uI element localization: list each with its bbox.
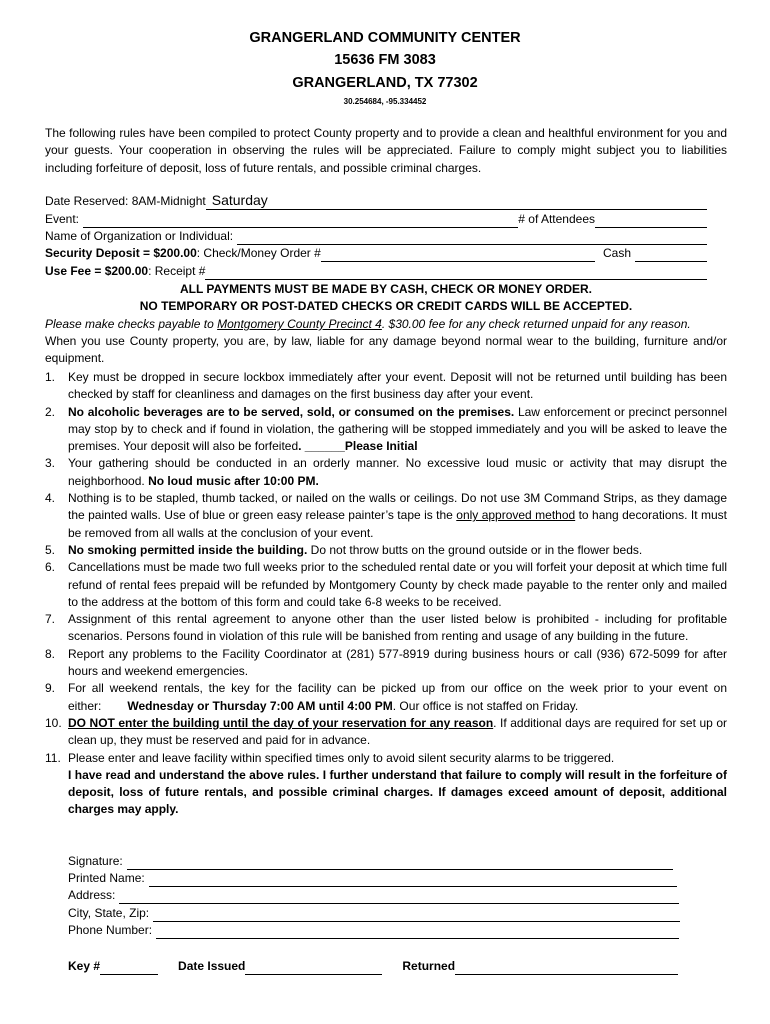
rule-9: 9. For all weekend rentals, the key for the facility can be picked up from our office on the week prior to your event on either: Wednesday or Thursday 7:00 AM until 4:00 PM. Our office is not staffed on Friday. (45, 681, 727, 713)
payments-notice-2: NO TEMPORARY OR POST-DATED CHECKS OR CREDIT CARDS WILL BE ACCEPTED. (139, 299, 633, 313)
cash-label: Cash (602, 246, 631, 260)
returned-label: Returned (402, 959, 456, 973)
event-line (45, 211, 707, 228)
organization-line (45, 228, 707, 245)
deposit-check-label: : Check/Money Order # (196, 246, 321, 260)
city-state-zip-line (68, 905, 680, 922)
liability-paragraph: When you use County property, you are, by law, liable for any damage beyond normal wear to the building, furniture and/or equipment. (45, 334, 727, 366)
date-issued-field[interactable] (245, 961, 382, 975)
intro-paragraph: The following rules have been compiled to protect County property and to provide a clean and healthful environment for you and your guests. Your cooperation in observing the rules will be appreciated. Failure to comply might subject you to liabilities including forfeiture of deposit, loss of future rentals, and possible criminal charges. (45, 126, 727, 175)
rule-7: 7. Assignment of this rental agreement to anyone other than the user listed below is prohibited - including for profitable scenarios. Persons found in violation of this rule will be banished from renting and usage of any building in the future. (45, 612, 727, 644)
key-field[interactable] (100, 961, 158, 975)
attendees-label: # of Attendees (518, 212, 595, 226)
signature-line (68, 853, 673, 870)
rule-10: 10. DO NOT enter the building until the day of your reservation for any reason. If additional days are required for set up or clean up, they must be reserved and paid for in advance. (45, 715, 727, 748)
address-label: Address: (68, 888, 116, 902)
phone-number-field[interactable] (156, 925, 679, 939)
use-fee-line (45, 263, 707, 280)
acknowledgement: I have read and understand the above rules. I further understand that failure to comply will result in the forfeiture of deposit, loss of future rentals, and possible criminal charges. If damages exceed amount of deposit, additional charges may apply. (68, 767, 727, 817)
rule-3: 3. Your gathering should be conducted in an orderly manner. No excessive loud music or activity that may disrupt the neighborhood. No loud music after 10:00 PM. (45, 456, 727, 488)
printed-name-field[interactable] (149, 873, 677, 887)
rule-11: 11. Please enter and leave facility within specified times only to avoid silent security alarms to be triggered. (45, 750, 615, 765)
city-state-zip-label: City, State, Zip: (68, 906, 150, 920)
center-city: GRANGERLAND, TX 77302 (292, 75, 478, 91)
rule-5: 5. No smoking permitted inside the building. Do not throw butts on the ground outside or in the flower beds. (45, 542, 643, 557)
center-street: 15636 FM 3083 (334, 52, 436, 68)
date-issued-label: Date Issued (178, 959, 246, 973)
office-use-line (68, 958, 678, 975)
event-field[interactable] (83, 214, 518, 228)
attendees-field[interactable] (595, 214, 707, 228)
rule-2: 2. No alcoholic beverages are to be served, sold, or consumed on the premises. Law enforcement or precinct personnel may stop by to check and if found in violation, the gathering will be stopped immediately and you will be asked to leave the premises. Your deposit will also be forfeited. ______Please Initial (45, 404, 727, 454)
printed-name-label: Printed Name: (68, 871, 145, 885)
phone-number-label: Phone Number: (68, 923, 153, 937)
address-line (68, 887, 679, 904)
cash-field[interactable] (635, 248, 707, 262)
phone-number-line (68, 922, 679, 939)
organization-field[interactable] (237, 231, 707, 245)
date-reserved-value: Saturday (211, 192, 268, 208)
deposit-label: Security Deposit = $200.00 (45, 246, 197, 260)
receipt-label: : Receipt # (148, 264, 206, 278)
signature-label: Signature: (68, 854, 123, 868)
deposit-line (45, 245, 707, 262)
rule-6: 6. Cancellations must be made two full weeks prior to the scheduled rental date or you will forfeit your deposit at which time full refund of rental fees prepaid will be refunded by Montgomery County by check made payable to the renter only and mailed to the address at the bottom of this form and could take 6-8 weeks to be received. (45, 560, 727, 609)
payable-text-c: . $30.00 fee for any check returned unpaid for any reason. (381, 317, 691, 331)
payable-precinct: Montgomery County Precinct 4 (217, 317, 382, 331)
address-field[interactable] (119, 890, 679, 904)
rule-8: 8. Report any problems to the Facility Coordinator at (281) 577-8919 during business hours or call (936) 672-5099 for after hours and weekend emergencies. (45, 646, 727, 679)
use-fee-label: Use Fee = $200.00 (45, 264, 149, 278)
date-reserved-field[interactable] (206, 192, 707, 210)
checks-payable-line (45, 316, 727, 333)
rule-4: 4. Nothing is to be stapled, thumb tacked, or nailed on the walls or ceilings. Do not use 3M Command Strips, as they damage the painted walls. Use of blue or green easy release painter’s tape is the only approved method to hang decorations. It must be removed from all walls at the conclusion of your event. (45, 491, 728, 540)
center-coordinates: 30.254684, -95.334452 (343, 97, 427, 106)
organization-label: Name of Organization or Individual: (45, 229, 234, 243)
payments-notice-1: ALL PAYMENTS MUST BE MADE BY CASH, CHECK OR MONEY ORDER. (179, 282, 593, 296)
event-label: Event: (45, 212, 80, 226)
center-name: GRANGERLAND COMMUNITY CENTER (249, 30, 521, 46)
deposit-check-field[interactable] (321, 248, 595, 262)
rules-list (45, 369, 727, 819)
please-initial[interactable]: . ______Please Initial (298, 439, 418, 454)
city-state-zip-field[interactable] (153, 908, 680, 922)
printed-name-line (68, 870, 677, 887)
payable-text-a: Please make checks payable to (45, 317, 218, 331)
receipt-field[interactable] (205, 266, 707, 280)
date-reserved-line (45, 193, 707, 210)
rule-1: 1. Key must be dropped in secure lockbox immediately after your event. Deposit will not be returned until building has been checked by staff for cleanliness and damages on the first business day after your event. (45, 370, 727, 402)
date-reserved-label: Date Reserved: 8AM-Midnight (45, 194, 206, 208)
returned-field[interactable] (455, 961, 678, 975)
key-label: Key # (68, 959, 101, 973)
signature-field[interactable] (127, 856, 673, 870)
